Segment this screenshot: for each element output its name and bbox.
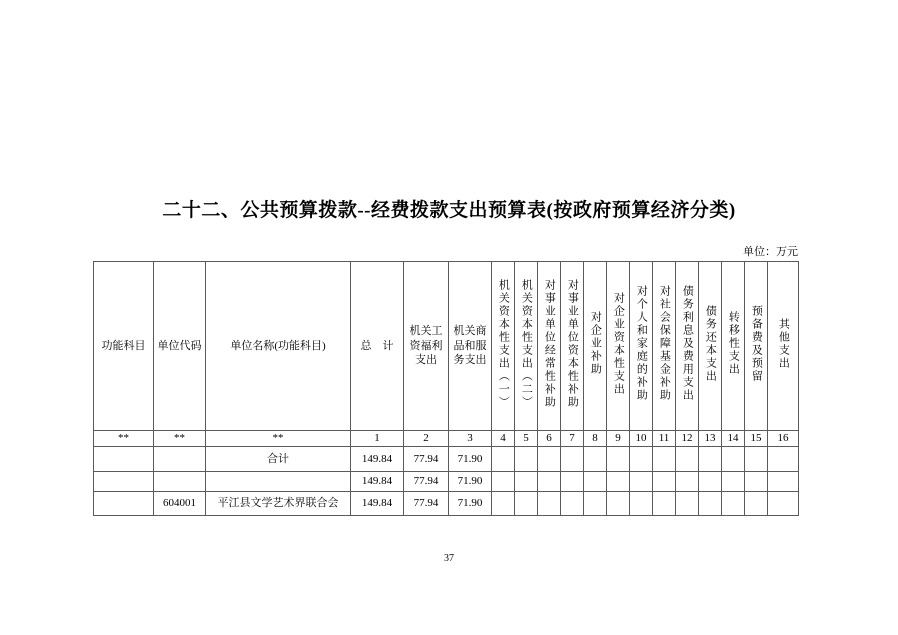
column-label: 转移性支出 (727, 311, 740, 377)
column-label: 对事业单位经常性补助 (543, 278, 556, 409)
table-cell (492, 492, 515, 516)
table-cell (699, 447, 722, 472)
table-cell (94, 447, 154, 472)
table-cell (676, 447, 699, 472)
table-cell (538, 472, 561, 492)
table-cell (768, 447, 799, 472)
table-cell (492, 472, 515, 492)
table-cell (607, 472, 630, 492)
col-capital-1 (492, 262, 515, 431)
table-cell: 12 (676, 431, 699, 447)
table-cell (538, 492, 561, 516)
column-label: 机关工资福利支出 (409, 324, 443, 367)
col-goods-services (449, 262, 492, 431)
col-reserve (745, 262, 768, 431)
table-cell (607, 447, 630, 472)
table-cell (722, 492, 745, 516)
col-institution-recurrent-subsidy (538, 262, 561, 431)
table-cell (699, 492, 722, 516)
table-cell: 3 (449, 431, 492, 447)
col-transfer (722, 262, 745, 431)
table-cell: 604001 (154, 492, 206, 516)
unit-note: 单位：万元 (743, 246, 798, 258)
table-cell: 10 (630, 431, 653, 447)
table-cell (653, 492, 676, 516)
table-cell: 合计 (206, 447, 351, 472)
table-cell: 77.94 (404, 447, 449, 472)
table-cell (515, 492, 538, 516)
column-label: 单位名称(功能科目) (230, 339, 326, 352)
table-cell: 16 (768, 431, 799, 447)
table-cell: 71.90 (449, 447, 492, 472)
column-label: 机关资本性支出（一） (497, 278, 510, 409)
table-cell (515, 447, 538, 472)
table-cell (154, 472, 206, 492)
table-cell (745, 472, 768, 492)
table-cell (206, 472, 351, 492)
column-label: 对事业单位资本性补助 (566, 278, 579, 409)
table-cell (584, 492, 607, 516)
column-label: 对个人和家庭的补助 (635, 285, 648, 403)
table-cell (515, 472, 538, 492)
table-cell: 4 (492, 431, 515, 447)
table-row-subtotal (94, 472, 799, 492)
table-cell: ** (94, 431, 154, 447)
page-number: 37 (444, 553, 454, 564)
table-cell (722, 447, 745, 472)
table-cell: 6 (538, 431, 561, 447)
col-unit-code (154, 262, 206, 431)
header-row (94, 262, 799, 431)
col-debt-interest-fee (676, 262, 699, 431)
table-cell (492, 447, 515, 472)
table-cell (745, 447, 768, 472)
column-label: 债务利息及费用支出 (681, 285, 694, 403)
table-cell (584, 472, 607, 492)
column-label: 预备费及预留 (750, 304, 763, 383)
table-cell: 9 (607, 431, 630, 447)
col-enterprise-capital (607, 262, 630, 431)
table-cell (768, 492, 799, 516)
table-cell: 1 (351, 431, 404, 447)
table-cell: 平江县文学艺术界联合会 (206, 492, 351, 516)
table-cell (768, 472, 799, 492)
table-cell (94, 472, 154, 492)
table-cell: 5 (515, 431, 538, 447)
col-enterprise-subsidy (584, 262, 607, 431)
table-cell (630, 492, 653, 516)
table-cell (561, 472, 584, 492)
column-label: 对社会保障基金补助 (658, 285, 671, 403)
index-row (94, 431, 799, 447)
table-row-unit (94, 492, 799, 516)
column-label: 单位代码 (157, 339, 202, 352)
col-capital-2 (515, 262, 538, 431)
table-cell (722, 472, 745, 492)
table-cell (745, 492, 768, 516)
table-cell: 77.94 (404, 492, 449, 516)
col-institution-capital-subsidy (561, 262, 584, 431)
table-cell (584, 447, 607, 472)
column-label: 总 计 (360, 339, 394, 352)
budget-table (93, 261, 799, 516)
col-social-security-fund-subsidy (653, 262, 676, 431)
col-wage-welfare (404, 262, 449, 431)
table-cell: 149.84 (351, 492, 404, 516)
table-cell (653, 472, 676, 492)
table-cell: 2 (404, 431, 449, 447)
table-cell: 15 (745, 431, 768, 447)
table-cell (653, 447, 676, 472)
table-cell: 7 (561, 431, 584, 447)
column-label: 机关资本性支出（二） (520, 278, 533, 409)
table-cell (676, 472, 699, 492)
table-cell (154, 447, 206, 472)
table-cell: 149.84 (351, 472, 404, 492)
column-label: 债务还本支出 (704, 304, 717, 383)
table-cell (561, 492, 584, 516)
table-cell: 11 (653, 431, 676, 447)
table-cell (630, 447, 653, 472)
table-cell (699, 472, 722, 492)
column-label: 对企业资本性支出 (612, 291, 625, 396)
table-cell: 8 (584, 431, 607, 447)
table-cell (607, 492, 630, 516)
column-label: 机关商品和服务支出 (453, 324, 487, 367)
page-title: 二十二、公共预算拨款--经费拨款支出预算表(按政府预算经济分类) (162, 200, 736, 221)
table-cell (94, 492, 154, 516)
col-debt-principal (699, 262, 722, 431)
table-cell (538, 447, 561, 472)
table-cell: 14 (722, 431, 745, 447)
column-label: 其他支出 (777, 317, 790, 370)
col-total (351, 262, 404, 431)
table-cell: 71.90 (449, 492, 492, 516)
col-unit-name (206, 262, 351, 431)
table-cell (561, 447, 584, 472)
table-row-total (94, 447, 799, 472)
col-individual-family-subsidy (630, 262, 653, 431)
column-label: 功能科目 (101, 339, 146, 352)
table-cell: ** (206, 431, 351, 447)
col-func-subject (94, 262, 154, 431)
column-label: 对企业补助 (589, 311, 602, 377)
table-cell: ** (154, 431, 206, 447)
table-cell: 13 (699, 431, 722, 447)
table-cell (630, 472, 653, 492)
col-other (768, 262, 799, 431)
table-cell: 149.84 (351, 447, 404, 472)
table-cell: 77.94 (404, 472, 449, 492)
table-cell: 71.90 (449, 472, 492, 492)
table-cell (676, 492, 699, 516)
